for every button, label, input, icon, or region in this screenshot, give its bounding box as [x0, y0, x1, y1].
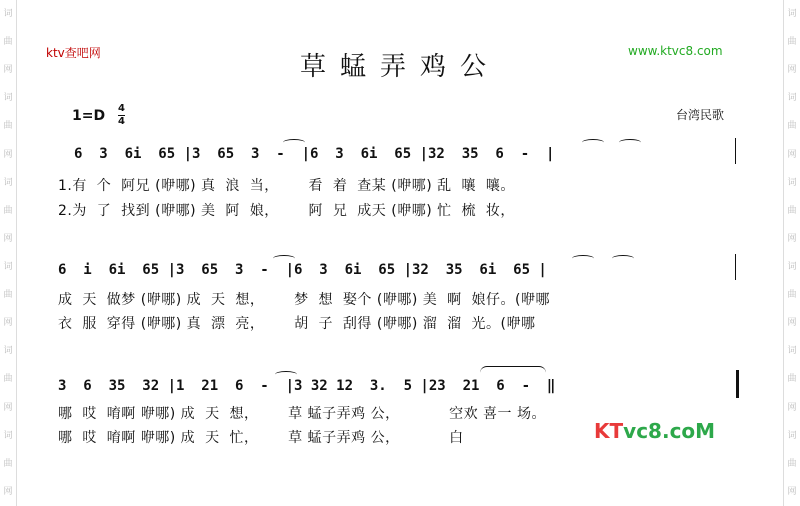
- final-barline: [736, 370, 739, 398]
- watermark-letter: K: [594, 419, 610, 443]
- margin-mark: 曲: [787, 121, 797, 132]
- lyric-line-verse1: 1.有 个 阿兄 (咿哪) 真 浪 当， 看 着 查某 (咿哪) 乱 嚷 嚷。: [58, 178, 515, 194]
- margin-mark: 词: [3, 93, 13, 104]
- slur: [582, 139, 604, 146]
- margin-mark: 网: [3, 486, 13, 497]
- margin-mark: 词: [787, 9, 797, 20]
- site-url-right: www.ktvc8.com: [628, 44, 723, 58]
- margin-mark: 曲: [3, 205, 13, 216]
- margin-mark: 词: [787, 262, 797, 273]
- margin-mark: 网: [3, 65, 13, 76]
- margin-mark: 曲: [3, 121, 13, 132]
- system-end-barline: [735, 254, 736, 280]
- watermark-text: vc8: [623, 419, 662, 443]
- margin-mark: 网: [787, 233, 797, 244]
- slur: [619, 139, 641, 146]
- margin-mark: 词: [3, 430, 13, 441]
- margin-mark: 词: [787, 346, 797, 357]
- margin-mark: 网: [3, 318, 13, 329]
- site-name-left: ktv查吧网: [46, 46, 101, 60]
- notation-line: 3 6 35 32 |1 21 6 - |3 32 12 3. 5 |23 21 6 - ‖: [58, 378, 556, 394]
- slur: [612, 255, 634, 262]
- song-origin: 台湾民歌: [676, 108, 725, 122]
- margin-mark: 词: [3, 346, 13, 357]
- margin-mark: 网: [3, 233, 13, 244]
- margin-mark: 网: [787, 402, 797, 413]
- lyric-line-verse2: 哪 哎 唷啊 咿哪) 成 天 忙， 草 蜢子弄鸡 公， 白: [58, 430, 464, 446]
- slur: [275, 371, 297, 378]
- lyric-line-verse1: 成 天 做梦 (咿哪) 成 天 想， 梦 想 娶个 (咿哪) 美 啊 娘仔。(咿哪: [58, 292, 551, 308]
- margin-mark: 网: [787, 65, 797, 76]
- margin-mark: 词: [787, 93, 797, 104]
- song-title: 草蜢弄鸡公: [299, 52, 500, 82]
- slur: [572, 255, 594, 262]
- margin-mark: 曲: [787, 458, 797, 469]
- margin-mark: 网: [787, 318, 797, 329]
- lyric-line-verse1: 哪 哎 唷啊 咿哪) 成 天 想， 草 蜢子弄鸡 公， 空欢 喜一 场。: [58, 406, 546, 422]
- margin-mark: 曲: [787, 290, 797, 301]
- time-signature-top: 4: [118, 103, 125, 114]
- margin-mark: 词: [3, 262, 13, 273]
- slur: [273, 255, 295, 262]
- lyric-line-verse2: 2.为 了 找到 (咿哪) 美 阿 娘， 阿 兄 成天 (咿哪) 忙 梳 妆，: [58, 203, 515, 219]
- margin-mark: 网: [787, 149, 797, 160]
- margin-mark: 曲: [3, 37, 13, 48]
- key-signature: 1=D: [72, 108, 106, 124]
- notation-line: 6 3 6i 65 |3 65 3 - |6 3 6i 65 |32 35 6 - |: [74, 146, 555, 162]
- system-end-barline: [735, 138, 736, 164]
- notation-line: 6 i 6i 65 |3 65 3 - |6 3 6i 65 |32 35 6i 65 |: [58, 262, 547, 278]
- margin-mark: 网: [787, 486, 797, 497]
- margin-mark: 曲: [3, 290, 13, 301]
- time-signature: [118, 104, 125, 127]
- margin-mark: 词: [3, 9, 13, 20]
- watermark-letter: T: [609, 419, 624, 443]
- lyric-line-verse2: 衣 服 穿得 (咿哪) 真 漂 亮， 胡 子 刮得 (咿哪) 溜 溜 光。(咿哪: [58, 316, 536, 332]
- margin-mark: 网: [3, 402, 13, 413]
- margin-mark: 词: [787, 430, 797, 441]
- watermark-logo: [594, 419, 715, 443]
- margin-mark: 词: [787, 177, 797, 188]
- time-signature-bottom: 4: [118, 116, 125, 127]
- tie: [480, 366, 546, 373]
- margin-mark: 曲: [787, 374, 797, 385]
- watermark-suffix: .coM: [661, 419, 716, 443]
- margin-mark: 曲: [787, 37, 797, 48]
- slur: [283, 139, 305, 146]
- margin-mark: 网: [3, 149, 13, 160]
- margin-mark: 曲: [787, 205, 797, 216]
- margin-mark: 曲: [3, 374, 13, 385]
- margin-mark: 曲: [3, 458, 13, 469]
- margin-mark: 词: [3, 177, 13, 188]
